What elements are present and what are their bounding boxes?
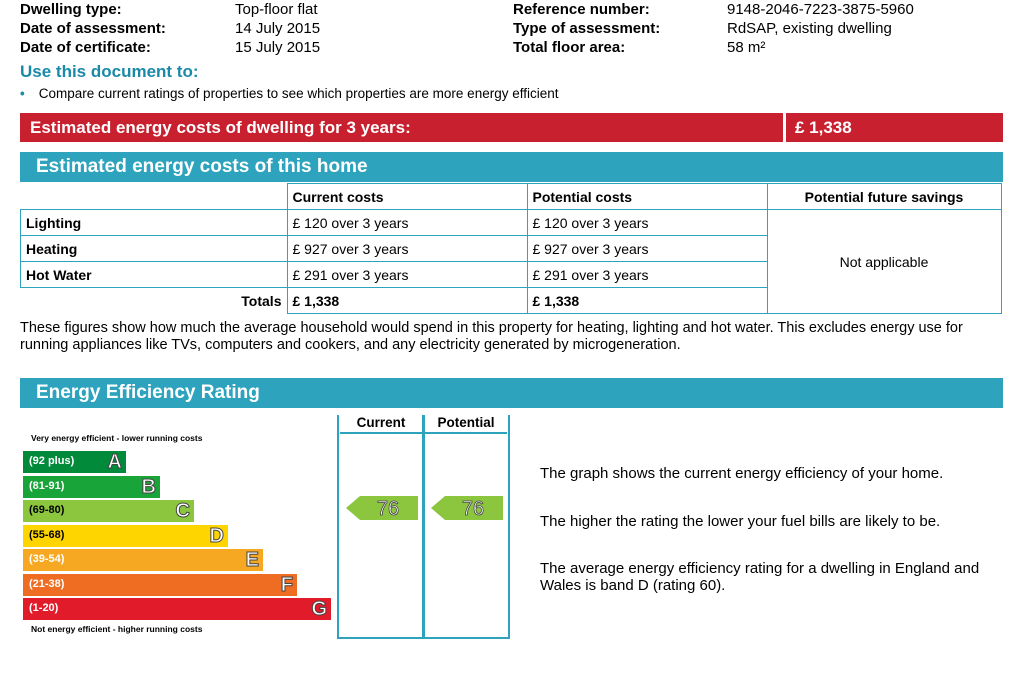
rating-band-e (23, 549, 263, 571)
band-range: (1-20) (29, 602, 59, 614)
use-document-title: Use this document to: (20, 62, 199, 81)
three-year-cost-label: Estimated energy costs of dwelling for 3 years: (30, 118, 411, 137)
floor-area-value: 58 m² (727, 39, 766, 56)
band-letter: C (175, 500, 190, 522)
dwelling-type-value: Top-floor flat (235, 1, 318, 18)
type-assessment-label: Type of assessment: (513, 20, 661, 37)
band-letter: F (280, 573, 293, 596)
rating-band-g (23, 598, 331, 620)
band-range: (92 plus) (29, 455, 75, 467)
reference-value: 9148-2046-7223-3875-5960 (727, 1, 914, 18)
potential-rating-value: 76 (461, 498, 485, 520)
band-letter: A (107, 451, 122, 473)
current-cost: £ 291 over 3 years (287, 262, 527, 288)
total-potential: £ 1,338 (527, 288, 767, 314)
costs-section-heading (20, 152, 1003, 182)
current-cost: £ 927 over 3 years (287, 236, 527, 262)
empty-header-cell (21, 184, 288, 210)
rating-band-d (23, 525, 228, 547)
col-current-header: Current costs (287, 184, 527, 210)
rating-description-1: The graph shows the current energy efficiency of your home. (540, 465, 944, 482)
costs-table (20, 183, 1002, 314)
floor-area-label: Total floor area: (513, 39, 626, 56)
date-certificate-value: 15 July 2015 (235, 39, 321, 56)
current-cost: £ 120 over 3 years (287, 210, 527, 236)
rating-band-f (23, 574, 297, 596)
date-assessment-value: 14 July 2015 (235, 20, 321, 37)
three-year-cost-bar (20, 113, 1003, 142)
band-letter: B (141, 475, 156, 498)
costs-heading-text: Estimated energy costs of this home (36, 156, 368, 177)
current-column-header: Current (340, 415, 422, 434)
band-letter: E (245, 549, 259, 571)
potential-rating-arrow (431, 496, 503, 520)
three-year-cost-amount: £ 1,338 (795, 118, 852, 137)
savings-value: Not applicable (767, 210, 1001, 314)
dwelling-type-label: Dwelling type: (20, 1, 122, 18)
band-range: (81-91) (29, 479, 65, 492)
total-current: £ 1,338 (287, 288, 527, 314)
bullet-icon: • (20, 86, 25, 101)
current-column (337, 415, 425, 639)
rating-band-a (23, 451, 126, 473)
band-letter: D (209, 524, 224, 547)
table-row (21, 210, 1002, 236)
rating-band-b (23, 476, 160, 498)
top-caption: Very energy efficient - lower running costs (31, 433, 203, 443)
rating-description-3: The average energy efficiency rating for a dwelling in England and Wales is band D (rating 60). (540, 560, 980, 594)
use-bullet-text: Compare current ratings of properties to see which properties are more energy efficient (38, 86, 559, 101)
band-range: (69-80) (29, 504, 65, 516)
reference-label: Reference number: (513, 1, 650, 18)
col-potential-header: Potential costs (527, 184, 767, 210)
potential-cost: £ 927 over 3 years (527, 236, 767, 262)
divider (783, 113, 786, 142)
type-assessment-value: RdSAP, existing dwelling (727, 20, 892, 37)
current-rating-value: 76 (376, 498, 400, 520)
col-savings-header: Potential future savings (767, 184, 1001, 210)
rating-band-c (23, 500, 194, 522)
potential-column-header: Potential (425, 415, 507, 434)
band-range: (21-38) (29, 577, 65, 590)
band-letter: G (311, 598, 327, 620)
row-label: Heating (21, 236, 288, 262)
date-certificate-label: Date of certificate: (20, 39, 151, 56)
rating-description-2: The higher the rating the lower your fuel bills are likely to be. (540, 513, 941, 530)
totals-label: Totals (21, 288, 288, 314)
row-label: Lighting (21, 210, 288, 236)
use-bullet (20, 86, 559, 101)
current-rating-arrow (346, 496, 418, 520)
date-assessment-label: Date of assessment: (20, 20, 166, 37)
potential-column (422, 415, 510, 639)
efficiency-rating-chart (20, 415, 510, 641)
rating-section-heading (20, 378, 1003, 408)
potential-cost: £ 291 over 3 years (527, 262, 767, 288)
costs-note: These figures show how much the average household would spend in this property for heating, lighting and hot water. This excludes energy use for running appliances like TVs, computers and cookers, and any electricity generated by microgeneration. (20, 320, 963, 353)
rating-heading-text: Energy Efficiency Rating (36, 382, 260, 403)
potential-cost: £ 120 over 3 years (527, 210, 767, 236)
bottom-caption: Not energy efficient - higher running costs (31, 624, 203, 634)
row-label: Hot Water (21, 262, 288, 288)
band-range: (55-68) (29, 528, 65, 541)
table-header-row (21, 184, 1002, 210)
band-range: (39-54) (29, 553, 65, 565)
